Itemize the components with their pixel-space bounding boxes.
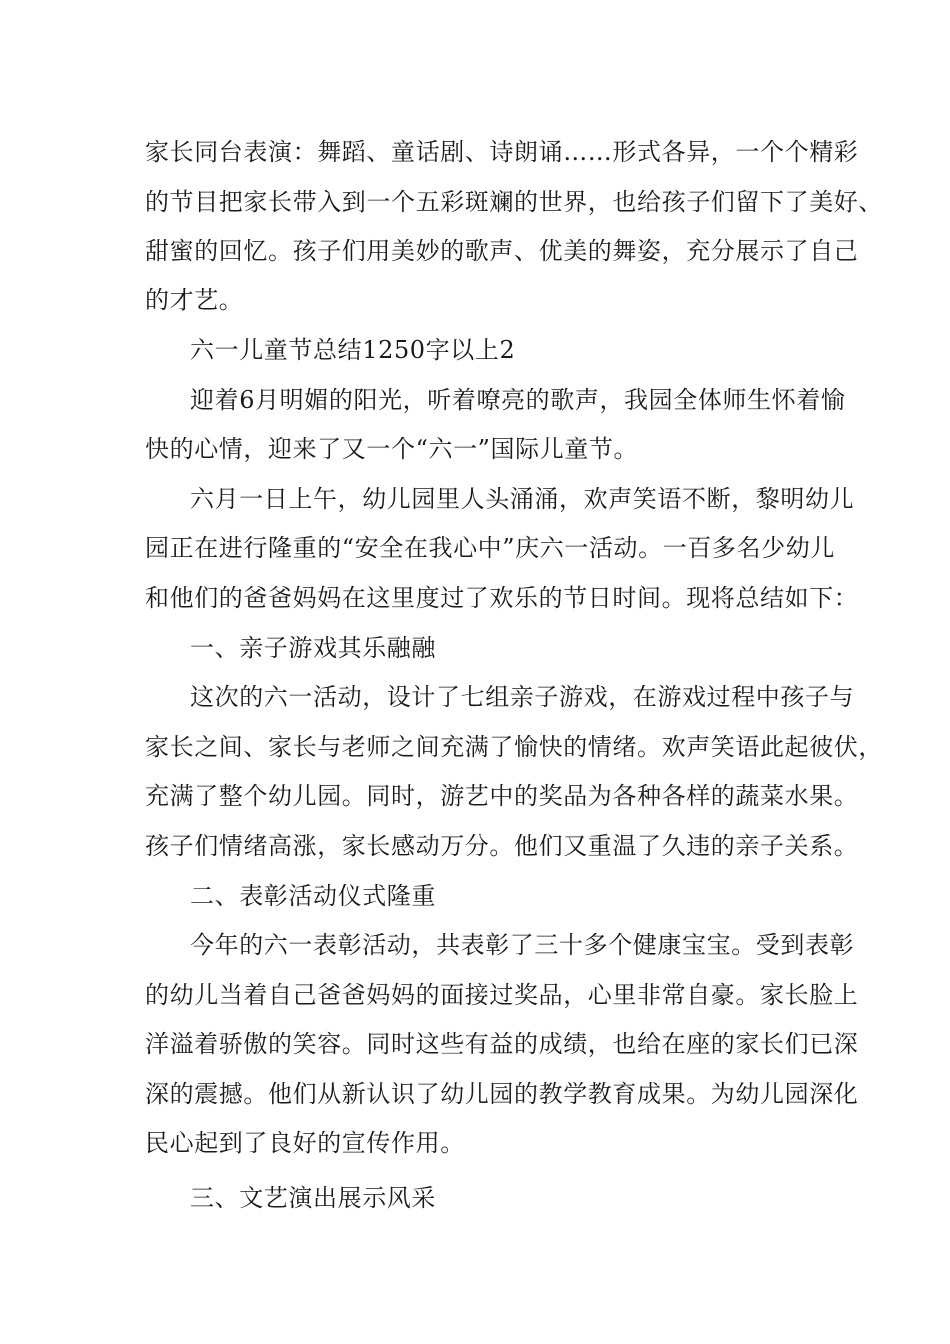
paragraph-line: 洋溢着骄傲的笑容。同时这些有益的成绩，也给在座的家长们已深 (145, 1030, 859, 1058)
paragraph-line: 的节目把家长带入到一个五彩斑斓的世界，也给孩子们留下了美好、 (145, 188, 883, 216)
section-heading: 三、文艺演出展示风采 (190, 1184, 436, 1212)
section-heading: 二、表彰活动仪式隆重 (190, 882, 436, 910)
paragraph-line: 和他们的爸爸妈妈在这里度过了欢乐的节日时间。现将总结如下： (145, 584, 859, 612)
paragraph-line: 孩子们情绪高涨，家长感动万分。他们又重温了久违的亲子关系。 (145, 832, 859, 860)
paragraph-line: 甜蜜的回忆。孩子们用美妙的歌声、优美的舞姿，充分展示了自己 (145, 237, 859, 265)
paragraph-line: 充满了整个幼儿园。同时，游艺中的奖品为各种各样的蔬菜水果。 (145, 782, 859, 810)
paragraph-line: 民心起到了良好的宣传作用。 (145, 1129, 465, 1157)
paragraph-line: 家长之间、家长与老师之间充满了愉快的情绪。欢声笑语此起彼伏， (145, 733, 883, 761)
paragraph-line: 六月一日上午，幼儿园里人头涌涌，欢声笑语不断，黎明幼儿 (190, 485, 855, 513)
paragraph-line: 的才艺。 (145, 286, 244, 314)
paragraph-line: 园正在进行隆重的“安全在我心中”庆六一活动。一百多名少幼儿 (145, 534, 835, 562)
paragraph-line: 迎着6月明媚的阳光，听着嘹亮的歌声，我园全体师生怀着愉 (190, 386, 846, 414)
paragraph-line: 这次的六一活动，设计了七组亲子游戏，在游戏过程中孩子与 (190, 683, 855, 711)
paragraph-line: 的幼儿当着自己爸爸妈妈的面接过奖品，心里非常自豪。家长脸上 (145, 981, 859, 1009)
paragraph-line: 家长同台表演：舞蹈、童话剧、诗朗诵……形式各异，一个个精彩 (145, 138, 859, 166)
section-title: 六一儿童节总结1250字以上2 (190, 336, 516, 364)
section-heading: 一、亲子游戏其乐融融 (190, 634, 436, 662)
paragraph-line: 今年的六一表彰活动，共表彰了三十多个健康宝宝。受到表彰 (190, 931, 855, 959)
paragraph-line: 深的震撼。他们从新认识了幼儿园的教学教育成果。为幼儿园深化 (145, 1080, 859, 1108)
paragraph-line: 快的心情，迎来了又一个“六一”国际儿童节。 (145, 435, 639, 463)
